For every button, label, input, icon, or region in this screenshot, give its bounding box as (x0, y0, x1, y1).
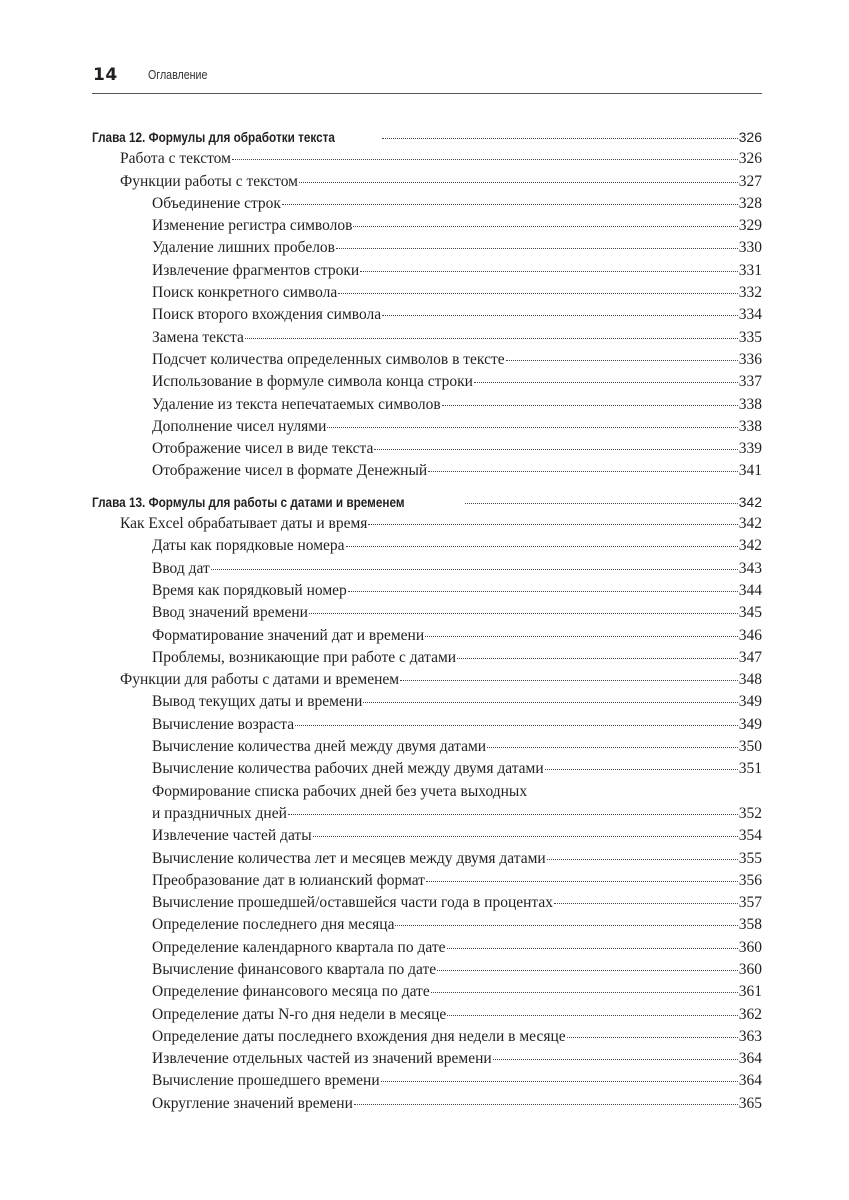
dot-leader (457, 657, 738, 659)
toc-item-title: Извлечение частей даты (152, 827, 312, 845)
toc-section-title: Работа с текстом (120, 150, 231, 168)
toc-item[interactable] (92, 1026, 762, 1048)
toc-item-title: Изменение регистра символов (152, 217, 353, 235)
dot-leader (368, 523, 737, 525)
dot-leader (506, 359, 738, 361)
toc-item-title: Объединение строк (152, 194, 281, 212)
toc-page-number: 329 (738, 217, 762, 235)
toc-item-title: Извлечение фрагментов строки (152, 261, 360, 279)
toc-page-number: 346 (738, 626, 762, 644)
toc-item-title: Вычисление финансового квартала по дате (152, 960, 437, 978)
toc-item[interactable] (92, 327, 762, 349)
toc-page-number: 330 (738, 239, 762, 257)
toc-item[interactable] (92, 736, 762, 758)
toc-item[interactable] (92, 304, 762, 326)
toc-item[interactable] (92, 1070, 762, 1092)
chapter-spacer (92, 483, 762, 491)
toc-page-number: 361 (738, 983, 762, 1001)
toc-item-title: Форматирование значений дат и времени (152, 626, 425, 644)
toc-item[interactable] (92, 282, 762, 304)
toc-page-number: 360 (738, 960, 762, 978)
toc-item-title: Отображение чисел в виде текста (152, 440, 374, 458)
toc-item[interactable] (92, 416, 762, 438)
toc-page-number: 358 (738, 916, 762, 934)
toc-section[interactable] (92, 513, 762, 535)
dot-leader (567, 1036, 738, 1038)
toc-item-title: Определение календарного квартала по дате (152, 938, 446, 956)
toc-page-number: 347 (738, 648, 762, 666)
toc-item[interactable] (92, 848, 762, 870)
toc-item[interactable] (92, 714, 762, 736)
dot-leader (282, 203, 738, 205)
toc-section-title: Как Excel обрабатывает даты и время (120, 515, 368, 533)
toc-item-title: Удаление лишних пробелов (152, 239, 336, 257)
dot-leader (211, 568, 738, 570)
dot-leader (382, 137, 737, 139)
toc-page-number: 352 (738, 804, 762, 822)
toc-item[interactable] (92, 260, 762, 282)
toc-item-title: Ввод значений времени (152, 604, 308, 622)
toc-chapter-13[interactable] (92, 491, 762, 513)
dot-leader (447, 947, 738, 949)
dot-leader (313, 835, 738, 837)
dot-leader (442, 404, 738, 406)
toc-page-number: 364 (738, 1050, 762, 1068)
toc-item[interactable] (92, 1093, 762, 1115)
toc-page-number: 363 (738, 1027, 762, 1045)
dot-leader (465, 502, 738, 504)
toc-chapter-title: Глава 13. Формулы для работы с датами и временем (92, 493, 405, 510)
toc-page-number: 345 (738, 604, 762, 622)
toc-item[interactable] (92, 914, 762, 936)
toc-item-title: Извлечение отдельных частей из значений времени (152, 1050, 492, 1068)
dot-leader (338, 292, 738, 294)
toc-page-number: 365 (738, 1094, 762, 1112)
toc-page-number: 350 (738, 738, 762, 756)
toc-item[interactable] (92, 959, 762, 981)
toc-page-number: 348 (738, 671, 762, 689)
dot-leader (354, 1103, 738, 1105)
page-number: 14 (93, 65, 118, 85)
toc-page-number: 354 (738, 827, 762, 845)
dot-leader (232, 158, 738, 160)
dot-leader (382, 314, 738, 316)
dot-leader (381, 1080, 738, 1082)
toc-item[interactable] (92, 1048, 762, 1070)
toc-item-title: Подсчет количества определенных символов в тексте (152, 350, 505, 368)
dot-leader (374, 448, 737, 450)
toc-item[interactable] (92, 349, 762, 371)
toc-item-title: Даты как порядковые номера (152, 537, 345, 555)
toc-item-title-line1: Формирование списка рабочих дней без учета выходных (152, 782, 528, 800)
toc-item-title: Ввод дат (152, 559, 210, 577)
toc-item[interactable] (92, 870, 762, 892)
toc-page-number: 331 (738, 261, 762, 279)
toc-item-title: Вычисление количества дней между двумя датами (152, 738, 487, 756)
toc-item-title: Вычисление количества рабочих дней между двумя датами (152, 760, 544, 778)
toc-page-number: 339 (738, 440, 762, 458)
toc-item[interactable] (92, 981, 762, 1003)
dot-leader (245, 337, 738, 339)
toc-item-title-line2: и праздничных дней (152, 804, 287, 822)
dot-leader (545, 768, 738, 770)
dot-leader (554, 902, 738, 904)
toc-item[interactable] (92, 371, 762, 393)
toc-chapter-title: Глава 12. Формулы для обработки текста (92, 129, 335, 145)
toc-item-title: Использование в формуле символа конца строки (152, 373, 473, 391)
dot-leader (327, 426, 737, 428)
toc-page-number: 338 (738, 417, 762, 435)
toc-item-title: Отображение чисел в формате Денежный (152, 462, 428, 480)
dot-leader (428, 470, 738, 472)
dot-leader (363, 701, 737, 703)
toc-item-title: Определение финансового месяца по дате (152, 983, 430, 1001)
dot-leader (437, 969, 738, 971)
dot-leader (487, 746, 738, 748)
toc-item[interactable] (92, 535, 762, 557)
dot-leader (353, 225, 737, 227)
toc-page-number: 362 (738, 1005, 762, 1023)
dot-leader (346, 545, 738, 547)
toc-item[interactable] (92, 438, 762, 460)
toc-item-line2 (152, 803, 762, 825)
toc-item-title: Преобразование дат в юлианский формат (152, 871, 425, 889)
toc-page-number: 334 (738, 306, 762, 324)
toc-page-number: 356 (738, 871, 762, 889)
toc-page-number: 338 (738, 395, 762, 413)
dot-leader (336, 247, 738, 249)
toc-item-title: Округление значений времени (152, 1094, 353, 1112)
running-title: Оглавление (148, 67, 208, 82)
toc-page-number: 328 (738, 194, 762, 212)
dot-leader (547, 858, 738, 860)
toc-page-number: 336 (738, 350, 762, 368)
toc-section[interactable] (92, 171, 762, 193)
toc-item-title: Определение даты N-го дня недели в месяце (152, 1005, 447, 1023)
dot-leader (447, 1014, 737, 1016)
toc-item[interactable] (92, 625, 762, 647)
table-of-contents (92, 126, 762, 1115)
toc-chapter-12[interactable] (92, 126, 762, 148)
toc-item-title: Поиск конкретного символа (152, 284, 338, 302)
dot-leader (309, 612, 738, 614)
dot-leader (431, 991, 738, 993)
toc-item[interactable] (92, 1004, 762, 1026)
toc-page-number: 342 (738, 537, 762, 555)
toc-page-number: 341 (738, 462, 762, 480)
toc-item[interactable] (92, 237, 762, 259)
toc-page-number: 357 (738, 894, 762, 912)
dot-leader (400, 679, 738, 681)
toc-item[interactable] (92, 193, 762, 215)
toc-item[interactable] (92, 691, 762, 713)
toc-item-multiline[interactable] (92, 781, 762, 826)
toc-page-number: 335 (738, 328, 762, 346)
toc-item[interactable] (92, 394, 762, 416)
toc-item[interactable] (92, 825, 762, 847)
dot-leader (395, 924, 737, 926)
toc-item-title: Вычисление количества лет и месяцев между двумя датами (152, 849, 546, 867)
toc-item-title: Проблемы, возникающие при работе с датами (152, 648, 457, 666)
toc-item-title: Определение даты последнего вхождения дня недели в месяце (152, 1027, 566, 1045)
toc-item-title: Удаление из текста непечатаемых символов (152, 395, 441, 413)
dot-leader (474, 381, 738, 383)
toc-section-title: Функции для работы с датами и временем (120, 671, 400, 689)
toc-page-number: 326 (738, 150, 762, 168)
toc-page-number: 327 (738, 172, 762, 190)
dot-leader (426, 880, 738, 882)
dot-leader (425, 635, 738, 637)
toc-item[interactable] (92, 758, 762, 780)
toc-page-number: 351 (738, 760, 762, 778)
toc-item-title: Вычисление прошедшей/оставшейся части года в процентах (152, 894, 554, 912)
toc-page-number: 364 (738, 1072, 762, 1090)
toc-page-number: 349 (738, 715, 762, 733)
toc-item[interactable] (92, 580, 762, 602)
dot-leader (299, 181, 738, 183)
toc-item[interactable] (92, 602, 762, 624)
toc-page-number: 326 (738, 129, 762, 145)
toc-item[interactable] (92, 892, 762, 914)
dot-leader (295, 724, 738, 726)
toc-item-title: Вычисление возраста (152, 715, 295, 733)
toc-item-title: Вывод текущих даты и времени (152, 693, 363, 711)
toc-page-number: 349 (738, 693, 762, 711)
toc-page-number: 342 (738, 493, 762, 510)
toc-page-number: 355 (738, 849, 762, 867)
dot-leader (348, 590, 738, 592)
page-header (92, 62, 762, 94)
toc-page-number: 342 (738, 515, 762, 533)
toc-item[interactable] (92, 558, 762, 580)
dot-leader (288, 813, 738, 815)
toc-section-title: Функции работы с текстом (120, 172, 298, 190)
toc-page-number: 337 (738, 373, 762, 391)
toc-item-title: Вычисление прошедшего времени (152, 1072, 380, 1090)
toc-item[interactable] (92, 460, 762, 482)
toc-item-title: Замена текста (152, 328, 244, 346)
toc-item[interactable] (92, 215, 762, 237)
toc-item[interactable] (92, 647, 762, 669)
toc-item-title: Время как порядковый номер (152, 581, 347, 599)
toc-item-title: Поиск второго вхождения символа (152, 306, 382, 324)
toc-page-number: 343 (738, 559, 762, 577)
toc-page-number: 332 (738, 284, 762, 302)
toc-page-number: 360 (738, 938, 762, 956)
toc-page-number: 344 (738, 581, 762, 599)
toc-section[interactable] (92, 669, 762, 691)
toc-section[interactable] (92, 148, 762, 170)
toc-item-title: Дополнение чисел нулями (152, 417, 327, 435)
toc-item[interactable] (92, 937, 762, 959)
dot-leader (360, 270, 738, 272)
toc-item-title: Определение последнего дня месяца (152, 916, 395, 934)
dot-leader (493, 1058, 738, 1060)
